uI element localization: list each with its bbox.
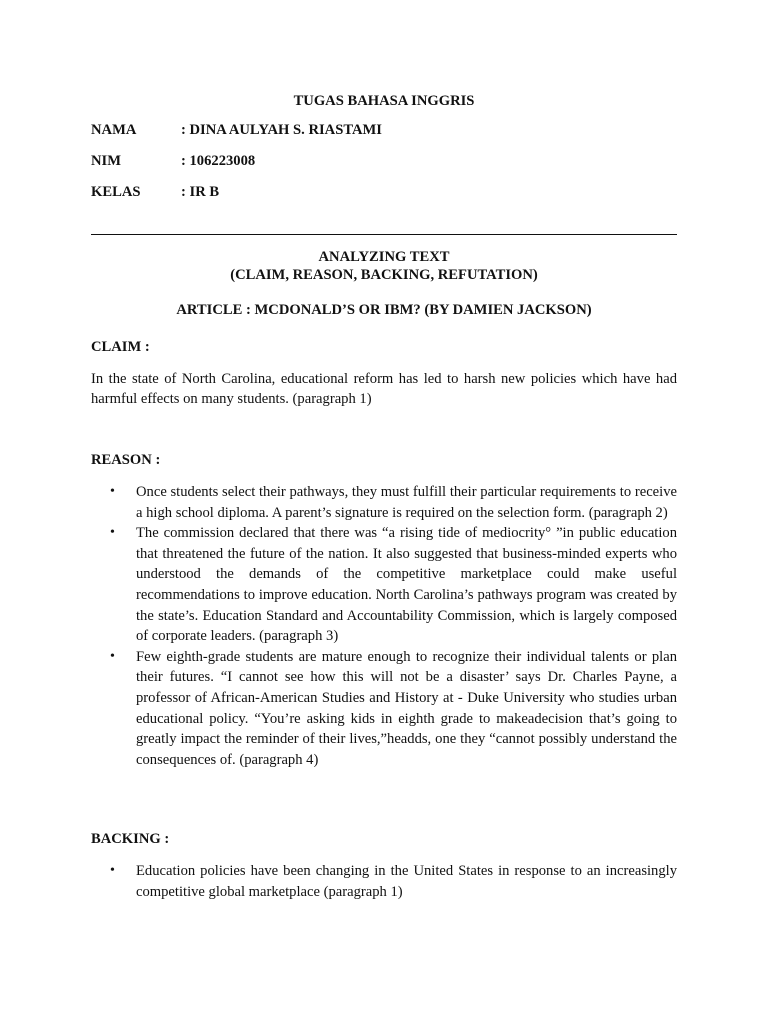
- reason-item-text: The commission declared that there was “a rising tide of mediocrity° ”in public education that threatened the future of the nation. It also suggested that business-minded experts who understood the demands of the competitive marketplace could make useful recommendations to improve education. North Carolina’s pathways program was created by the state’s. Education Standard and Accountability Commission, which is largely composed of corporate leaders. (paragraph 3): [136, 525, 677, 645]
- name-label: NAMA: [91, 122, 137, 138]
- list-item: [91, 861, 677, 902]
- class-label: KELAS: [91, 184, 141, 200]
- document-title: TUGAS BAHASA INGGRIS: [293, 93, 475, 109]
- bullet-icon: •: [110, 648, 115, 664]
- class-value: : IR B: [181, 184, 220, 200]
- list-item: [91, 482, 677, 523]
- analyzing-subheading: (CLAIM, REASON, BACKING, REFUTATION): [230, 267, 538, 283]
- bullet-icon: •: [110, 484, 115, 499]
- nim-label: NIM: [91, 153, 121, 169]
- claim-heading: CLAIM :: [91, 339, 150, 355]
- name-value: : DINA AULYAH S. RIASTAMI: [181, 122, 382, 138]
- nim-value: : 106223008: [181, 153, 256, 169]
- article-heading: ARTICLE : MCDONALD’S OR IBM? (BY DAMIEN JACKSON): [176, 302, 592, 318]
- claim-text: In the state of North Carolina, educational reform has led to harsh new policies which have had harmful effects on many students. (paragraph 1): [91, 371, 677, 408]
- bullet-icon: •: [110, 525, 115, 541]
- reason-item-text: Few eighth-grade students are mature enough to recognize their individual talents or plan their futures. “I cannot see how this will not be a disaster’ says Dr. Charles Payne, a professor of African-American Studies and History at - Duke University who studies urban educational policy. “You’re asking kids in eighth grade to makeadecision that’s going to greatly impact the reminder of their lives,”headds, one they “cannot possibly understand the consequences of. (paragraph 4): [136, 648, 677, 768]
- list-item: [91, 523, 677, 647]
- reason-list: [91, 482, 677, 770]
- list-item: [91, 647, 677, 771]
- backing-heading: BACKING :: [91, 831, 170, 847]
- backing-item-text: Education policies have been changing in the United States in response to an increasingly competitive global marketplace (paragraph 1): [136, 863, 677, 900]
- divider-line: [91, 234, 677, 235]
- reason-heading: REASON :: [91, 452, 161, 468]
- analyzing-heading: ANALYZING TEXT: [318, 249, 450, 265]
- backing-list: [91, 861, 677, 902]
- reason-item-text: Once students select their pathways, they must fulfill their particular requirements to receive a high school diploma. A parent’s signature is required on the selection form. (paragraph 2): [136, 484, 677, 521]
- bullet-icon: •: [110, 863, 115, 878]
